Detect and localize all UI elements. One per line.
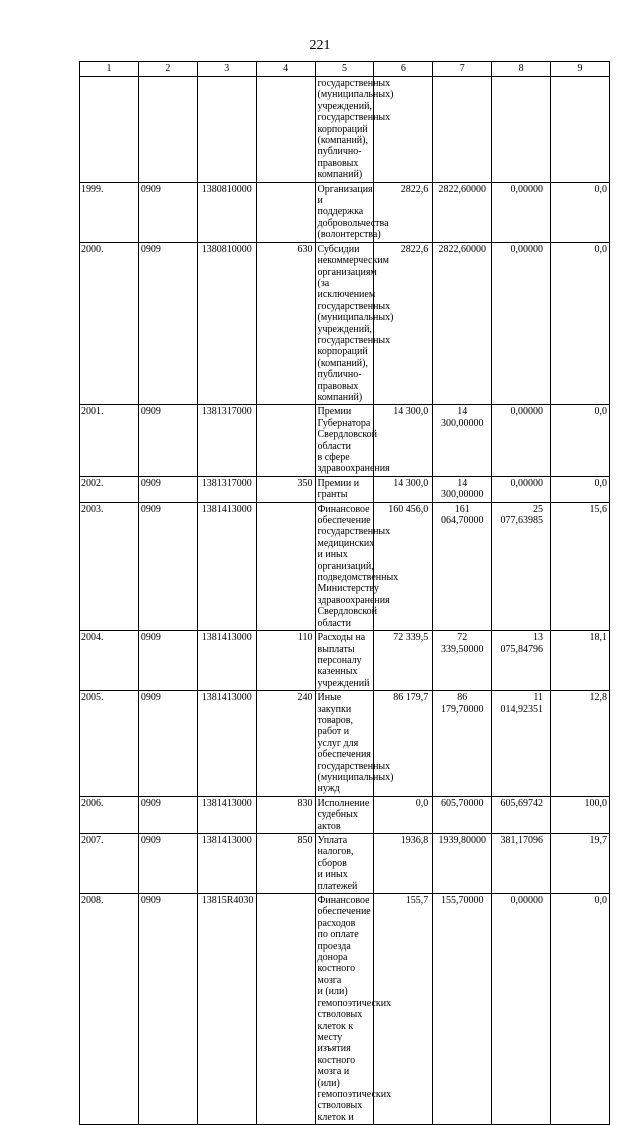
value-col-6: 72 339,5 bbox=[374, 631, 433, 691]
table-row bbox=[80, 631, 610, 691]
target-code: 1381317000 bbox=[197, 476, 256, 502]
description: Субсидии некоммерческим организациям (за исключением государственных (муниципальных) учреждений, государственных корпораций (компаний), публично- правовых компаний) bbox=[315, 242, 374, 405]
description: Премии и гранты bbox=[315, 476, 374, 502]
section-code: 0909 bbox=[138, 631, 197, 691]
table-row bbox=[80, 242, 610, 405]
value-col-8: 11 014,92351 bbox=[492, 691, 551, 797]
section-code: 0909 bbox=[138, 894, 197, 1125]
expense-type bbox=[256, 182, 315, 242]
section-code: 0909 bbox=[138, 691, 197, 797]
expense-type: 850 bbox=[256, 834, 315, 894]
section-code: 0909 bbox=[138, 796, 197, 833]
value-col-9: 0,0 bbox=[551, 476, 610, 502]
header-col-7: 7 bbox=[433, 62, 492, 77]
value-col-6: 2822,6 bbox=[374, 242, 433, 405]
value-col-7: 14 300,00000 bbox=[433, 405, 492, 476]
row-number bbox=[80, 77, 139, 183]
table-row bbox=[80, 894, 610, 1125]
section-code: 0909 bbox=[138, 405, 197, 476]
target-code: 1381413000 bbox=[197, 834, 256, 894]
table-row bbox=[80, 476, 610, 502]
description: Организация и поддержка добровольчества (волонтерства) bbox=[315, 182, 374, 242]
row-number: 2004. bbox=[80, 631, 139, 691]
target-code: 1381317000 bbox=[197, 405, 256, 476]
target-code: 1381413000 bbox=[197, 796, 256, 833]
description: Иные закупки товаров, работ и услуг для обеспечения государственных (муниципальных) нужд bbox=[315, 691, 374, 797]
description: государственных (муниципальных) учреждений, государственных корпораций (компаний), публично- правовых компаний) bbox=[315, 77, 374, 183]
value-col-9: 0,0 bbox=[551, 182, 610, 242]
value-col-8: 605,69742 bbox=[492, 796, 551, 833]
row-number: 2000. bbox=[80, 242, 139, 405]
value-col-7: 2822,60000 bbox=[433, 242, 492, 405]
row-number: 2005. bbox=[80, 691, 139, 797]
target-code: 1380810000 bbox=[197, 182, 256, 242]
value-col-6: 155,7 bbox=[374, 894, 433, 1125]
value-col-7 bbox=[433, 77, 492, 183]
page-number: 221 bbox=[309, 38, 331, 53]
value-col-6: 14 300,0 bbox=[374, 405, 433, 476]
value-col-6: 0,0 bbox=[374, 796, 433, 833]
row-number: 2001. bbox=[80, 405, 139, 476]
value-col-7: 14 300,00000 bbox=[433, 476, 492, 502]
header-col-3: 3 bbox=[197, 62, 256, 77]
table-row bbox=[80, 405, 610, 476]
row-number: 2007. bbox=[80, 834, 139, 894]
expense-type: 630 bbox=[256, 242, 315, 405]
row-number: 2003. bbox=[80, 502, 139, 630]
section-code: 0909 bbox=[138, 502, 197, 630]
row-number: 1999. bbox=[80, 182, 139, 242]
header-col-6: 6 bbox=[374, 62, 433, 77]
table-body bbox=[80, 77, 610, 1125]
description: Премии Губернатора Свердловской области в сфере здравоохранения bbox=[315, 405, 374, 476]
description: Исполнение судебных актов bbox=[315, 796, 374, 833]
value-col-9: 19,7 bbox=[551, 834, 610, 894]
header-col-2: 2 bbox=[138, 62, 197, 77]
value-col-7: 155,70000 bbox=[433, 894, 492, 1125]
description: Расходы на выплаты персоналу казенных учреждений bbox=[315, 631, 374, 691]
value-col-7: 72 339,50000 bbox=[433, 631, 492, 691]
value-col-7: 2822,60000 bbox=[433, 182, 492, 242]
value-col-6: 2822,6 bbox=[374, 182, 433, 242]
budget-table bbox=[79, 61, 610, 1125]
value-col-8: 0,00000 bbox=[492, 894, 551, 1125]
table-row bbox=[80, 691, 610, 797]
expense-type bbox=[256, 405, 315, 476]
target-code bbox=[197, 77, 256, 183]
description: Финансовое обеспечение государственных медицинских и иных организаций, подведомственных Министерству здравоохранения Свердловской области bbox=[315, 502, 374, 630]
expense-type: 110 bbox=[256, 631, 315, 691]
header-col-9: 9 bbox=[551, 62, 610, 77]
value-col-8: 0,00000 bbox=[492, 405, 551, 476]
header-col-8: 8 bbox=[492, 62, 551, 77]
value-col-6: 1936,8 bbox=[374, 834, 433, 894]
value-col-9: 100,0 bbox=[551, 796, 610, 833]
table-row bbox=[80, 77, 610, 183]
target-code: 13815R4030 bbox=[197, 894, 256, 1125]
header-col-4: 4 bbox=[256, 62, 315, 77]
value-col-9: 18,1 bbox=[551, 631, 610, 691]
target-code: 1381413000 bbox=[197, 631, 256, 691]
value-col-8: 13 075,84796 bbox=[492, 631, 551, 691]
value-col-7: 86 179,70000 bbox=[433, 691, 492, 797]
value-col-8: 0,00000 bbox=[492, 476, 551, 502]
section-code: 0909 bbox=[138, 834, 197, 894]
description: Финансовое обеспечение расходов по оплате проезда донора костного мозга и (или) гемопоэтических стволовых клеток к месту изъятия костного мозга и (или) гемопоэтических стволовых клеток и bbox=[315, 894, 374, 1125]
value-col-9: 12,8 bbox=[551, 691, 610, 797]
value-col-8: 0,00000 bbox=[492, 242, 551, 405]
table-header bbox=[80, 62, 610, 77]
row-number: 2002. bbox=[80, 476, 139, 502]
value-col-8: 0,00000 bbox=[492, 182, 551, 242]
section-code: 0909 bbox=[138, 182, 197, 242]
section-code: 0909 bbox=[138, 476, 197, 502]
value-col-8: 381,17096 bbox=[492, 834, 551, 894]
section-code bbox=[138, 77, 197, 183]
expense-type: 350 bbox=[256, 476, 315, 502]
value-col-8: 25 077,63985 bbox=[492, 502, 551, 630]
description: Уплата налогов, сборов и иных платежей bbox=[315, 834, 374, 894]
value-col-8 bbox=[492, 77, 551, 183]
value-col-7: 1939,80000 bbox=[433, 834, 492, 894]
value-col-6: 86 179,7 bbox=[374, 691, 433, 797]
expense-type bbox=[256, 894, 315, 1125]
header-col-1: 1 bbox=[80, 62, 139, 77]
target-code: 1381413000 bbox=[197, 691, 256, 797]
section-code: 0909 bbox=[138, 242, 197, 405]
expense-type: 240 bbox=[256, 691, 315, 797]
header-col-5: 5 bbox=[315, 62, 374, 77]
value-col-9 bbox=[551, 77, 610, 183]
value-col-7: 605,70000 bbox=[433, 796, 492, 833]
value-col-7: 161 064,70000 bbox=[433, 502, 492, 630]
value-col-6: 160 456,0 bbox=[374, 502, 433, 630]
table-row bbox=[80, 834, 610, 894]
row-number: 2008. bbox=[80, 894, 139, 1125]
value-col-9: 15,6 bbox=[551, 502, 610, 630]
table-row bbox=[80, 182, 610, 242]
value-col-9: 0,0 bbox=[551, 894, 610, 1125]
table-row bbox=[80, 796, 610, 833]
expense-type bbox=[256, 77, 315, 183]
header-row bbox=[80, 62, 610, 77]
expense-type bbox=[256, 502, 315, 630]
value-col-9: 0,0 bbox=[551, 405, 610, 476]
row-number: 2006. bbox=[80, 796, 139, 833]
value-col-9: 0,0 bbox=[551, 242, 610, 405]
target-code: 1380810000 bbox=[197, 242, 256, 405]
expense-type: 830 bbox=[256, 796, 315, 833]
target-code: 1381413000 bbox=[197, 502, 256, 630]
value-col-6: 14 300,0 bbox=[374, 476, 433, 502]
table-row bbox=[80, 502, 610, 630]
